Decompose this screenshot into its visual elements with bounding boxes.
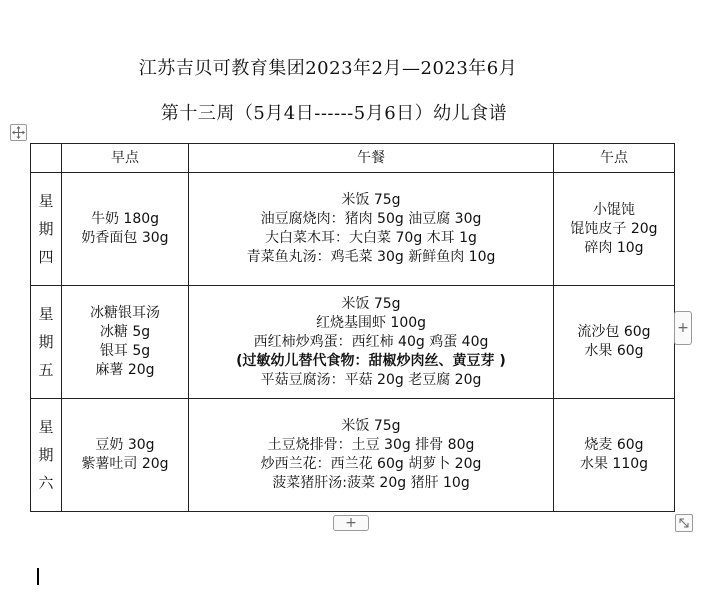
- breakfast-item: 冰糖银耳汤: [90, 305, 160, 321]
- breakfast-item: 紫薯吐司 20g: [81, 456, 169, 472]
- snack-item: 碎肉 10g: [584, 239, 644, 256]
- lunch-cell[interactable]: [189, 286, 554, 399]
- day-char: 星: [38, 418, 54, 436]
- breakfast-cell[interactable]: [62, 173, 189, 286]
- breakfast-item: 牛奶 180g: [90, 211, 160, 227]
- lunch-item: 土豆烧排骨：土豆 30g 排骨 80g: [267, 437, 475, 453]
- lunch-cell[interactable]: [189, 173, 554, 286]
- document-subtitle: 第十三周（5月4日------5月6日）幼儿食谱: [160, 103, 508, 124]
- day-char: 期: [38, 446, 54, 464]
- table-header-row: [31, 144, 675, 173]
- lunch-item: 平菇豆腐汤：平菇 20g 老豆腐 20g: [260, 371, 482, 388]
- add-row-button[interactable]: +: [333, 515, 369, 531]
- day-cell[interactable]: [31, 286, 62, 399]
- snack-item: 水果 110g: [579, 456, 649, 472]
- menu-table: [30, 143, 675, 512]
- lunch-item: 红烧基围虾 100g: [315, 314, 427, 331]
- lunch-item: 大白菜木耳：大白菜 70g 木耳 1g: [265, 230, 477, 246]
- lunch-item: 菠菜猪肝汤:菠菜 20g 猪肝 10g: [272, 475, 470, 491]
- table-row: [31, 286, 675, 399]
- header-breakfast[interactable]: 早点: [62, 144, 189, 173]
- lunch-cell[interactable]: [189, 399, 554, 512]
- document-title: 江苏吉贝可教育集团2023年2月—2023年6月: [138, 58, 518, 79]
- table-resize-handle[interactable]: [675, 514, 693, 532]
- day-cell[interactable]: [31, 173, 62, 286]
- day-cell[interactable]: [31, 399, 62, 512]
- snack-cell[interactable]: [554, 399, 675, 512]
- breakfast-item: 奶香面包 30g: [81, 230, 169, 246]
- lunch-item: 米饭 75g: [341, 418, 401, 434]
- lunch-item: 炒西兰花：西兰花 60g 胡萝卜 20g: [260, 456, 482, 472]
- lunch-item: 米饭 75g: [341, 192, 401, 208]
- snack-item: 小馄饨: [593, 201, 635, 218]
- header-day[interactable]: [31, 144, 62, 173]
- snack-item: 流沙包 60g: [577, 324, 651, 340]
- text-cursor: [37, 568, 39, 585]
- breakfast-cell[interactable]: [62, 399, 189, 512]
- move-handle-icon: [12, 126, 25, 139]
- breakfast-item: 银耳 5g: [99, 343, 151, 359]
- table-move-handle[interactable]: [10, 124, 27, 141]
- lunch-item: 西红柿炒鸡蛋：西红柿 40g 鸡蛋 40g: [253, 333, 489, 350]
- header-snack[interactable]: 午点: [554, 144, 675, 173]
- breakfast-item: 冰糖 5g: [99, 324, 151, 340]
- snack-cell[interactable]: [554, 286, 675, 399]
- day-char: 期: [38, 220, 54, 238]
- breakfast-item: 麻薯 20g: [95, 362, 155, 378]
- breakfast-cell[interactable]: [62, 286, 189, 399]
- lunch-item: 青菜鱼丸汤：鸡毛菜 30g 新鲜鱼肉 10g: [246, 249, 496, 265]
- snack-item: 馄饨皮子 20g: [570, 220, 658, 237]
- day-char: 六: [38, 474, 54, 492]
- allergy-substitute-note: (过敏幼儿替代食物：甜椒炒肉丝、黄豆芽 ): [236, 352, 506, 369]
- snack-cell[interactable]: [554, 173, 675, 286]
- day-char: 五: [38, 361, 54, 379]
- day-char: 星: [38, 192, 54, 210]
- breakfast-item: 豆奶 30g: [95, 437, 155, 453]
- day-char: 四: [38, 248, 54, 266]
- day-char: 期: [38, 333, 54, 351]
- resize-handle-icon: [678, 517, 690, 529]
- header-lunch[interactable]: 午餐: [189, 144, 554, 173]
- snack-item: 水果 60g: [584, 343, 644, 359]
- table-row: [31, 173, 675, 286]
- add-column-button[interactable]: +: [674, 311, 692, 345]
- lunch-item: 米饭 75g: [341, 295, 401, 312]
- day-char: 星: [38, 305, 54, 323]
- snack-item: 烧麦 60g: [584, 437, 644, 453]
- lunch-item: 油豆腐烧肉：猪肉 50g 油豆腐 30g: [260, 211, 482, 227]
- table-row: [31, 399, 675, 512]
